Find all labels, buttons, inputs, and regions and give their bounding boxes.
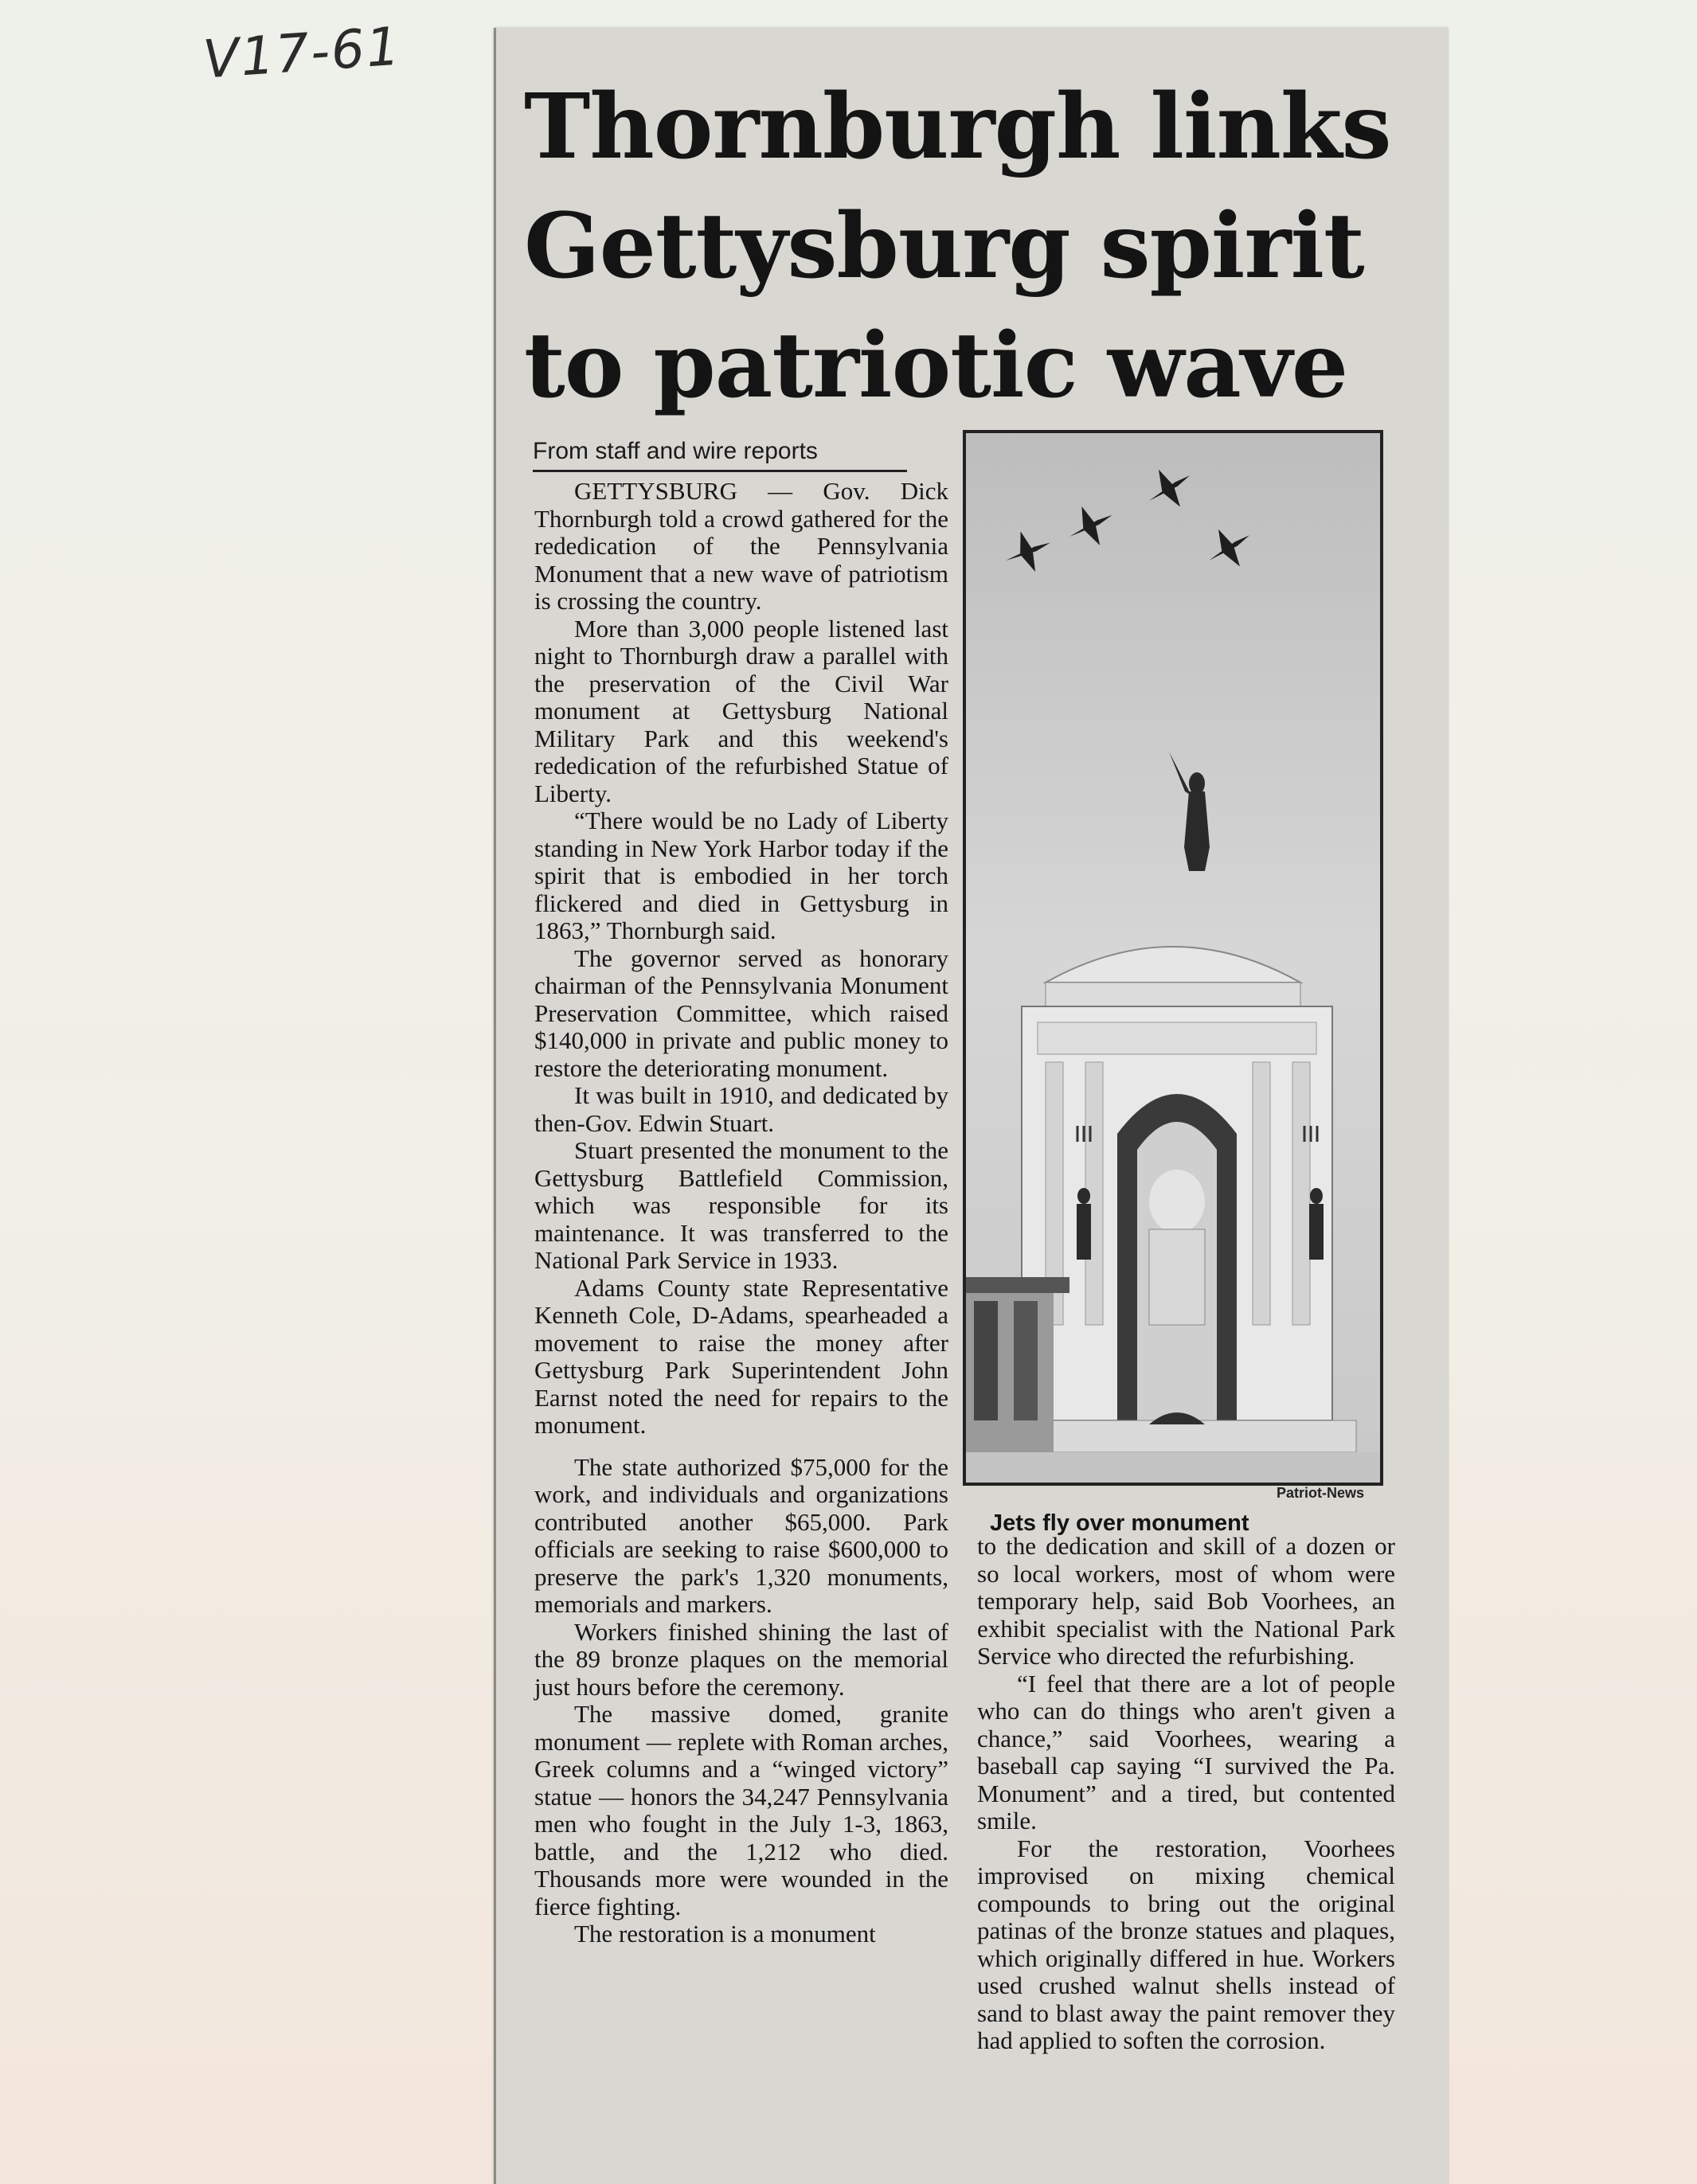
- headline-line-2: Gettysburg spirit: [524, 194, 1364, 299]
- monument-photo: [963, 430, 1383, 1486]
- newspaper-clipping: [494, 28, 1448, 2184]
- photo-caption: Jets fly over monument: [990, 1510, 1249, 1536]
- paragraph: For the restoration, Voorhees improvised on mixing chemical compounds to bring out the original patinas of the bronze statues and plaques, which originally differed in hue. Workers used crushed walnut shells instead of sand to blast away the paint remover they had applied to soften the corrosion.: [977, 1834, 1395, 2054]
- paragraph: The restoration is a monument: [574, 1920, 876, 1948]
- paragraph: “There would be no Lady of Liberty standing in New York Harbor today if the spirit that is embodied in her torch flickered and died in Gettysburg in 1863,” Thornburgh said.: [534, 807, 948, 944]
- paragraph: The governor served as honorary chairman of the Pennsylvania Monument Preservation Committee, which raised $140,000 in private and public money to restore the deteriorating monument.: [534, 944, 948, 1082]
- paragraph: More than 3,000 people listened last night to Thornburgh draw a parallel with the preservation of the Civil War monument at Gettysburg National Military Park and this weekend's rededication of the refurbished Statue of Liberty.: [534, 614, 948, 807]
- headline-line-1: Thornburgh links: [524, 75, 1391, 179]
- headline: [524, 68, 1440, 426]
- handwritten-catalog-note: V17-61: [201, 15, 404, 91]
- paragraph: Adams County state Representative Kenneth Cole, D-Adams, spearheaded a movement to raise the money after Gettysburg Park Superintendent John Earnst noted the need for repairs to the monument.: [534, 1273, 948, 1439]
- paragraph: It was built in 1910, and dedicated by then-Gov. Edwin Stuart.: [534, 1081, 948, 1137]
- photo-credit: Patriot-News: [1277, 1485, 1365, 1501]
- paragraph: GETTYSBURG — Gov. Dick Thornburgh told a crowd gathered for the rededication of the Pennsylvania Monument that a new wave of patriotism is crossing the country.: [534, 477, 948, 615]
- headline-line-3: to patriotic wave: [524, 314, 1348, 418]
- paragraph: The state authorized $75,000 for the work, and individuals and organizations contributed another $65,000. Park officials are seeking to raise $600,000 to preserve the park's 1,320 monuments, memorials and markers.: [534, 1452, 948, 1618]
- paragraph: The massive domed, granite monument — replete with Roman arches, Greek columns and a “winged victory” statue — honors the 34,247 Pennsylvania men who fought in the July 1-3, 1863, battle, and the 1,212 who died. Thousands more were wounded in the fierce fighting.: [534, 1700, 948, 1920]
- monument-photo-drawing: [966, 433, 1380, 1483]
- paragraph: Stuart presented the monument to the Gettysburg Battlefield Commission, which was responsible for its maintenance. It was transferred to the National Park Service in 1933.: [534, 1136, 948, 1274]
- article-column-2: [977, 1533, 1395, 2055]
- byline: From staff and wire reports: [533, 438, 907, 472]
- article-column-1: [534, 478, 948, 1948]
- paragraph: Workers finished shining the last of the 89 bronze plaques on the memorial just hours before the ceremony.: [534, 1617, 948, 1701]
- paragraph: “I feel that there are a lot of people who can do things who aren't given a chance,” said Voorhees, wearing a baseball cap saying “I survived the Pa. Monument” and a tired, but contented smile.: [977, 1669, 1395, 1834]
- paragraph: to the dedication and skill of a dozen or so local workers, most of whom were temporary help, said Bob Voorhees, an exhibit specialist with the National Park Service who directed the refurbishing.: [977, 1532, 1395, 1670]
